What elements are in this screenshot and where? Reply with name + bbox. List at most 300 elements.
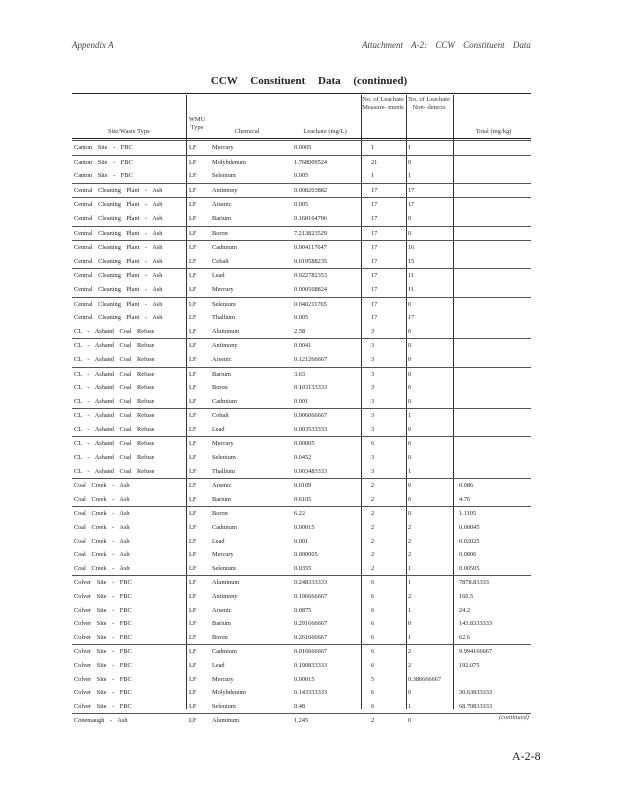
cell-chemical: Mercury <box>212 675 234 683</box>
cell-wmu-type: LF <box>189 384 197 392</box>
cell-nondetects: 0 <box>408 717 412 725</box>
cell-leachate: 0.040211765 <box>294 300 327 308</box>
table-row <box>72 255 531 269</box>
cell-leachate: 0.196666667 <box>294 593 328 600</box>
table-row <box>72 408 531 423</box>
cell-measurements: 5 <box>371 675 375 683</box>
cell-leachate: 7.213823529 <box>294 229 328 237</box>
cell-total: 24.2 <box>459 606 471 614</box>
cell-measurements: 3 <box>371 327 375 335</box>
cell-measurements: 2 <box>371 524 375 532</box>
cell-nondetects: 1 <box>408 144 412 151</box>
cell-chemical: Molybdenum <box>212 689 246 697</box>
cell-chemical: Selenium <box>212 564 236 572</box>
page-title: CCW Constituent Data (continued) <box>210 75 408 87</box>
cell-site: Coal Creek - Ash <box>74 564 130 572</box>
cell-leachate: 0.0005 <box>294 144 312 151</box>
cell-nondetects: 16 <box>408 244 415 252</box>
cell-site: Colver Site - FBC <box>74 648 132 656</box>
cell-measurements: 3 <box>371 397 375 405</box>
cell-leachate: 0.0041 <box>294 342 312 350</box>
cell-leachate: 0.003533333 <box>294 425 328 433</box>
table-row <box>72 268 531 283</box>
cell-nondetects: 1 <box>408 412 412 420</box>
table-row <box>72 226 531 241</box>
cell-nondetects: 0.386666667 <box>408 675 442 683</box>
cell-chemical: Aluminum <box>212 327 240 335</box>
cell-leachate: 2.58 <box>294 327 306 335</box>
cell-site: Colver Site - FBC <box>74 702 132 710</box>
cell-nondetects: 17 <box>408 186 415 194</box>
cell-nondetects: 0 <box>408 510 412 518</box>
cell-leachate: 0.168164706 <box>294 214 328 222</box>
cell-chemical: Mercury <box>212 551 234 559</box>
cell-measurements: 3 <box>371 342 375 350</box>
cell-site: CL - Ashand Coal Refuse <box>74 384 155 392</box>
col-header-measurements: No. of Leachate Measure- ments <box>362 96 404 111</box>
cell-leachate: 0.48 <box>294 702 306 710</box>
cell-site: Central Cleaning Plant - Ash <box>74 186 163 194</box>
cell-chemical: Selenium <box>212 702 236 710</box>
cell-measurements: 3 <box>371 370 375 378</box>
cell-chemical: Cadmium <box>212 648 237 656</box>
cell-wmu-type: LF <box>189 257 197 265</box>
cell-total: 9.994166667 <box>459 648 493 656</box>
cell-site: Colver Site - FBC <box>74 661 132 669</box>
cell-nondetects: 1 <box>408 606 412 614</box>
cell-wmu-type: LF <box>189 537 197 545</box>
table-row <box>72 338 531 353</box>
cell-site: Colver Site - FBC <box>74 579 132 587</box>
cell-leachate: 0.022782353 <box>294 272 328 280</box>
cell-total: 0.0006 <box>459 551 477 559</box>
cell-leachate: 0.000568824 <box>294 285 328 293</box>
cell-measurements: 6 <box>371 579 375 587</box>
cell-nondetects: 0 <box>408 384 412 392</box>
cell-chemical: Antimony <box>212 342 238 350</box>
table-row <box>72 169 531 183</box>
cell-site: Central Cleaning Plant - Ash <box>74 314 163 322</box>
cell-total: 0.00505 <box>459 564 480 572</box>
cell-total: 166.5 <box>459 593 474 600</box>
cell-nondetects: 0 <box>408 300 412 308</box>
cell-leachate: 0.0355 <box>294 564 312 572</box>
cell-total: 0.086 <box>459 482 474 490</box>
cell-wmu-type: LF <box>189 564 197 572</box>
cell-site: Canton Site - FBC <box>74 172 133 180</box>
cell-wmu-type: LF <box>189 661 197 669</box>
cell-nondetects: 1 <box>408 633 412 641</box>
col-header-wmu: WMU Type <box>188 116 206 131</box>
cell-measurements: 2 <box>371 537 375 545</box>
table-row <box>72 183 531 198</box>
cell-wmu-type: LF <box>189 633 197 641</box>
cell-chemical: Boron <box>212 633 228 641</box>
cell-chemical: Cobalt <box>212 257 229 265</box>
table-top-rule <box>72 93 531 94</box>
cell-leachate: 0.019588235 <box>294 257 328 265</box>
cell-nondetects: 0 <box>408 370 412 378</box>
cell-leachate: 0.005 <box>294 314 309 322</box>
cell-nondetects: 0 <box>408 342 412 350</box>
cell-leachate: 0.008203882 <box>294 186 328 194</box>
cell-chemical: Antimony <box>212 186 238 194</box>
table-row <box>72 617 531 631</box>
cell-leachate: 1.768009524 <box>294 158 328 166</box>
cell-site: Central Cleaning Plant - Ash <box>74 244 163 252</box>
cell-site: Central Cleaning Plant - Ash <box>74 201 163 209</box>
cell-measurements: 17 <box>371 285 378 293</box>
cell-nondetects: 1 <box>408 579 412 587</box>
cell-site: Central Cleaning Plant - Ash <box>74 300 163 308</box>
cell-leachate: 0.000005 <box>294 551 318 559</box>
cell-chemical: Barium <box>212 370 231 378</box>
cell-wmu-type: LF <box>189 675 197 683</box>
cell-leachate: 0.103133333 <box>294 384 328 392</box>
cell-nondetects: 0 <box>408 158 412 166</box>
cell-site: Central Cleaning Plant - Ash <box>74 285 163 293</box>
cell-chemical: Aluminum <box>212 579 240 587</box>
table-row <box>72 521 531 535</box>
cell-site: CL - Ashand Coal Refuse <box>74 454 155 462</box>
table-row <box>72 686 531 700</box>
cell-site: CL - Ashand Coal Refuse <box>74 355 155 363</box>
table-row <box>72 673 531 687</box>
cell-site: CL - Ashand Coal Refuse <box>74 425 155 433</box>
cell-total: 0.02025 <box>459 537 480 545</box>
table-row <box>72 423 531 437</box>
cell-chemical: Cadmium <box>212 244 237 252</box>
cell-chemical: Selenium <box>212 454 236 462</box>
cell-nondetects: 11 <box>408 272 415 280</box>
cell-wmu-type: LF <box>189 454 197 462</box>
col-header-leachate: Leachate (mg/L) <box>303 128 347 135</box>
cell-total: 62.6 <box>459 633 471 641</box>
cell-measurements: 17 <box>371 229 378 237</box>
table-row <box>72 353 531 367</box>
cell-site: CL - Ashand Coal Refuse <box>74 342 155 350</box>
table-row <box>72 548 531 562</box>
table-row <box>72 713 531 728</box>
cell-chemical: Lead <box>212 661 225 669</box>
table-row <box>72 465 531 479</box>
cell-wmu-type: LF <box>189 593 197 600</box>
cell-measurements: 6 <box>371 689 375 697</box>
cell-leachate: 0.121266667 <box>294 355 328 363</box>
cell-chemical: Boron <box>212 229 228 237</box>
cell-leachate: 0.004117647 <box>294 244 327 252</box>
cell-wmu-type: LF <box>189 440 197 448</box>
cell-wmu-type: LF <box>189 620 197 628</box>
cell-wmu-type: LF <box>189 370 197 378</box>
cell-site: Conemaugh - Ash <box>74 717 128 725</box>
table-row <box>72 644 531 659</box>
cell-measurements: 17 <box>371 314 378 322</box>
cell-site: CL - Ashand Coal Refuse <box>74 397 155 405</box>
table-row <box>72 240 531 255</box>
cell-site: Central Cleaning Plant - Ash <box>74 229 163 237</box>
cell-measurements: 17 <box>371 186 378 194</box>
cell-site: CL - Ashand Coal Refuse <box>74 327 155 335</box>
cell-wmu-type: LF <box>189 272 197 280</box>
cell-chemical: Molybdenum <box>212 158 246 166</box>
table-row <box>72 451 531 465</box>
table-row <box>72 325 531 339</box>
cell-site: Central Cleaning Plant - Ash <box>74 214 163 222</box>
cell-wmu-type: LF <box>189 158 197 166</box>
cell-total: 7878.83333 <box>459 579 489 587</box>
cell-leachate: 0.003483333 <box>294 467 328 475</box>
cell-measurements: 6 <box>371 620 375 628</box>
cell-nondetects: 1 <box>408 467 412 475</box>
cell-wmu-type: LF <box>189 482 197 490</box>
cell-measurements: 6 <box>371 661 375 669</box>
data-table-body <box>72 140 531 728</box>
cell-wmu-type: LF <box>189 300 197 308</box>
cell-nondetects: 2 <box>408 593 412 600</box>
cell-measurements: 2 <box>371 717 375 725</box>
cell-chemical: Selenium <box>212 172 236 180</box>
cell-measurements: 6 <box>371 593 375 600</box>
table-row <box>72 493 531 507</box>
table-row <box>72 631 531 645</box>
cell-nondetects: 15 <box>408 257 415 265</box>
cell-leachate: 0.0452 <box>294 454 312 462</box>
cell-wmu-type: LF <box>189 172 197 180</box>
cell-chemical: Boron <box>212 384 228 392</box>
cell-wmu-type: LF <box>189 648 197 656</box>
cell-wmu-type: LF <box>189 606 197 614</box>
cell-site: Colver Site - FBC <box>74 606 132 614</box>
table-row <box>72 311 531 325</box>
cell-chemical: Boron <box>212 510 228 518</box>
cell-nondetects: 17 <box>408 314 415 322</box>
table-row <box>72 535 531 549</box>
cell-total: 143.8333333 <box>459 620 493 628</box>
cell-wmu-type: LF <box>189 524 197 532</box>
cell-measurements: 2 <box>371 551 375 559</box>
cell-wmu-type: LF <box>189 579 197 587</box>
cell-nondetects: 0 <box>408 620 412 628</box>
cell-leachate: 0.143333333 <box>294 689 328 697</box>
table-row <box>72 283 531 297</box>
cell-wmu-type: LF <box>189 551 197 559</box>
continued-note: (continued) <box>499 714 529 721</box>
cell-wmu-type: LF <box>189 355 197 363</box>
cell-nondetects: 0 <box>408 229 412 237</box>
cell-wmu-type: LF <box>189 510 197 518</box>
cell-nondetects: 0 <box>408 214 412 222</box>
table-row <box>72 436 531 451</box>
table-row <box>72 575 531 590</box>
cell-site: Coal Creek - Ash <box>74 510 130 518</box>
cell-chemical: Arsenic <box>212 482 232 490</box>
cell-nondetects: 0 <box>408 454 412 462</box>
cell-site: Central Cleaning Plant - Ash <box>74 257 163 265</box>
cell-measurements: 17 <box>371 272 378 280</box>
cell-total: 4.76 <box>459 495 471 503</box>
cell-measurements: 3 <box>371 425 375 433</box>
cell-measurements: 3 <box>371 412 375 420</box>
cell-nondetects: 6 <box>408 440 412 448</box>
table-row <box>72 155 531 170</box>
header-attachment: Attachment A-2: CCW Constituent Data <box>362 40 531 50</box>
cell-leachate: 0.00015 <box>294 524 315 532</box>
cell-nondetects: 0 <box>408 355 412 363</box>
cell-nondetects: 0 <box>408 425 412 433</box>
cell-measurements: 2 <box>371 564 375 572</box>
cell-chemical: Lead <box>212 537 225 545</box>
table-row <box>72 367 531 382</box>
cell-leachate: 0.006066667 <box>294 412 328 420</box>
cell-site: Coal Creek - Ash <box>74 551 130 559</box>
cell-site: Canton Site - FBC <box>74 144 133 151</box>
cell-chemical: Barium <box>212 495 231 503</box>
cell-measurements: 17 <box>371 201 378 209</box>
cell-leachate: 0.248333333 <box>294 579 328 587</box>
cell-leachate: 0.001 <box>294 397 309 405</box>
cell-leachate: 0.0875 <box>294 606 312 614</box>
cell-measurements: 17 <box>371 300 378 308</box>
col-header-nondetects: No. of Leachate Non- detects <box>408 96 450 111</box>
cell-wmu-type: LF <box>189 467 197 475</box>
cell-chemical: Arsenic <box>212 201 232 209</box>
cell-site: CL - Ashand Coal Refuse <box>74 412 155 420</box>
table-row <box>72 506 531 521</box>
cell-wmu-type: LF <box>189 327 197 335</box>
table-row <box>72 395 531 409</box>
cell-site: CL - Ashand Coal Refuse <box>74 440 155 448</box>
cell-total: 0.00045 <box>459 524 480 532</box>
cell-leachate: 3.63 <box>294 370 306 378</box>
cell-chemical: Arsenic <box>212 355 232 363</box>
cell-site: Colver Site - FBC <box>74 675 132 683</box>
cell-chemical: Lead <box>212 272 225 280</box>
cell-total: 192.075 <box>459 661 480 669</box>
cell-chemical: Thallium <box>212 314 236 322</box>
cell-measurements: 6 <box>371 606 375 614</box>
cell-wmu-type: LF <box>189 201 197 209</box>
cell-measurements: 2 <box>371 495 375 503</box>
cell-chemical: Mercury <box>212 144 234 151</box>
cell-chemical: Mercury <box>212 285 234 293</box>
cell-chemical: Thallium <box>212 467 236 475</box>
cell-total: 68.70833333 <box>459 702 493 710</box>
cell-measurements: 3 <box>371 454 375 462</box>
cell-wmu-type: LF <box>189 244 197 252</box>
cell-site: Colver Site - FBC <box>74 633 132 641</box>
cell-chemical: Lead <box>212 425 225 433</box>
cell-measurements: 6 <box>371 633 375 641</box>
cell-site: CL - Ashand Coal Refuse <box>74 370 155 378</box>
cell-measurements: 2 <box>371 510 375 518</box>
cell-wmu-type: LF <box>189 342 197 350</box>
cell-leachate: 0.6105 <box>294 495 312 503</box>
cell-measurements: 1 <box>371 144 375 151</box>
cell-leachate: 0.0109 <box>294 482 312 490</box>
cell-chemical: Arsenic <box>212 606 232 614</box>
cell-nondetects: 0 <box>408 327 412 335</box>
cell-measurements: 21 <box>371 158 378 166</box>
cell-measurements: 2 <box>371 482 375 490</box>
table-row <box>72 197 531 212</box>
cell-nondetects: 0 <box>408 495 412 503</box>
cell-site: CL - Ashand Coal Refuse <box>74 467 155 475</box>
cell-leachate: 0.005 <box>294 201 309 209</box>
col-header-chemical: Chemical <box>234 128 260 135</box>
cell-nondetects: 1 <box>408 564 412 572</box>
cell-measurements: 3 <box>371 384 375 392</box>
cell-measurements: 17 <box>371 244 378 252</box>
cell-measurements: 3 <box>371 355 375 363</box>
page-number: A-2-8 <box>512 749 541 763</box>
cell-site: Coal Creek - Ash <box>74 482 130 490</box>
cell-site: Coal Creek - Ash <box>74 495 130 503</box>
cell-measurements: 17 <box>371 214 378 222</box>
cell-chemical: Selenium <box>212 300 236 308</box>
table-row <box>72 478 531 493</box>
table-row <box>72 140 531 155</box>
cell-wmu-type: LF <box>189 314 197 322</box>
cell-wmu-type: LF <box>189 689 197 697</box>
cell-wmu-type: LF <box>189 717 197 725</box>
cell-leachate: 0.00005 <box>294 440 315 448</box>
table-row <box>72 659 531 673</box>
cell-leachate: 0.261666667 <box>294 633 328 641</box>
cell-site: Canton Site - FBC <box>74 158 133 166</box>
cell-chemical: Aluminum <box>212 717 240 725</box>
cell-wmu-type: LF <box>189 144 197 151</box>
cell-site: Colver Site - FBC <box>74 593 132 600</box>
table-header-rule <box>72 138 531 139</box>
cell-chemical: Barium <box>212 214 231 222</box>
table-row <box>72 590 531 604</box>
cell-leachate: 0.291666667 <box>294 620 328 628</box>
cell-measurements: 3 <box>371 467 375 475</box>
cell-leachate: 1.245 <box>294 717 309 725</box>
cell-measurements: 6 <box>371 648 375 656</box>
table-row <box>72 297 531 312</box>
cell-nondetects: 2 <box>408 661 412 669</box>
cell-nondetects: 0 <box>408 689 412 697</box>
cell-measurements: 17 <box>371 257 378 265</box>
cell-site: Coal Creek - Ash <box>74 537 130 545</box>
col-header-total: Total (mg/kg) <box>475 128 512 135</box>
cell-wmu-type: LF <box>189 285 197 293</box>
cell-leachate: 6.22 <box>294 510 306 518</box>
cell-total: 1.1105 <box>459 510 477 518</box>
cell-nondetects: 0 <box>408 397 412 405</box>
cell-chemical: Antimony <box>212 593 238 600</box>
cell-leachate: 0.016666667 <box>294 648 328 656</box>
cell-wmu-type: LF <box>189 214 197 222</box>
table-row <box>72 212 531 226</box>
cell-wmu-type: LF <box>189 495 197 503</box>
cell-wmu-type: LF <box>189 397 197 405</box>
table-row <box>72 562 531 576</box>
cell-measurements: 6 <box>371 440 375 448</box>
cell-chemical: Barium <box>212 620 231 628</box>
cell-nondetects: 2 <box>408 648 412 656</box>
cell-measurements: 6 <box>371 702 375 710</box>
cell-leachate: 0.190833333 <box>294 661 328 669</box>
cell-nondetects: 2 <box>408 551 412 559</box>
cell-nondetects: 2 <box>408 524 412 532</box>
cell-nondetects: 11 <box>408 285 415 293</box>
col-header-site: Site/Waste Type <box>107 128 151 135</box>
cell-chemical: Mercury <box>212 440 234 448</box>
cell-wmu-type: LF <box>189 702 197 710</box>
